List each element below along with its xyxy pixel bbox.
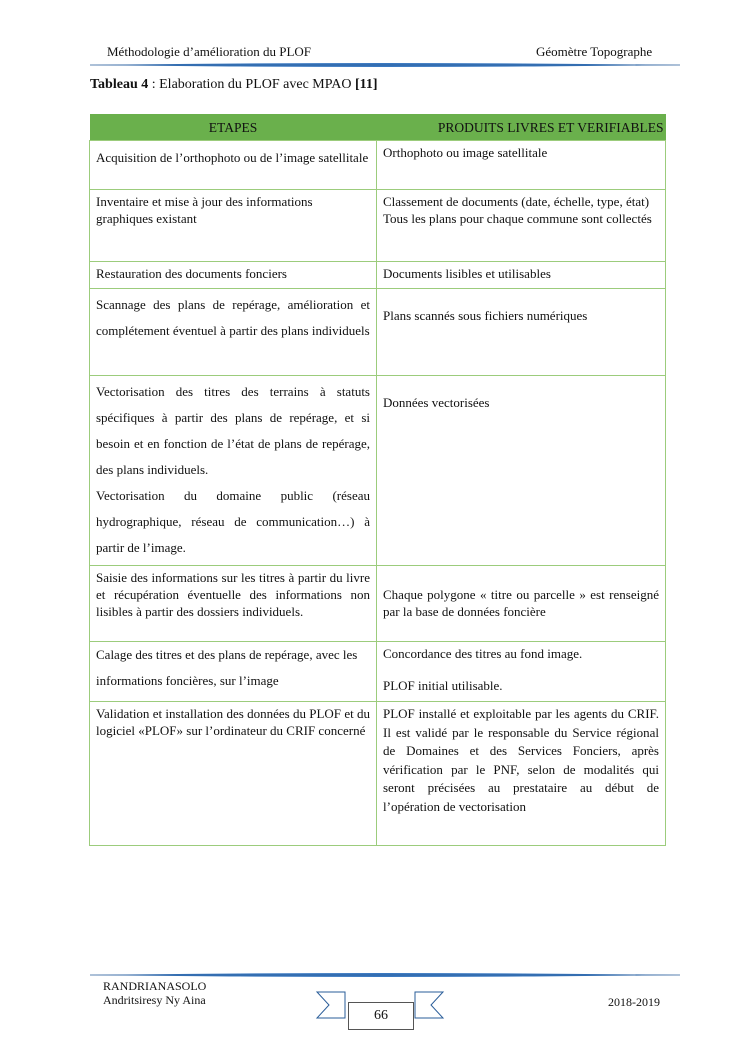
table-row xyxy=(90,141,666,190)
page-number: 66 xyxy=(348,1002,414,1030)
cell-produit xyxy=(377,190,666,262)
header-document-title: Méthodologie d’amélioration du PLOF xyxy=(107,44,312,59)
table-row xyxy=(90,702,666,846)
etape-text: Vectorisation des titres des terrains à statuts spécifiques à partir des plans de repérage, et si besoin et en fonction de l’état de plans de repérage, des plans individuels. xyxy=(96,384,370,477)
header-author-role: Géomètre Topographe xyxy=(536,44,653,59)
cell-produit xyxy=(377,141,666,190)
caption-label: Tableau 4 xyxy=(90,77,149,92)
footer-author-given-name: Andritsiresy Ny Aina xyxy=(103,993,206,1007)
column-header-produits: PRODUITS LIVRES ET VERIFIABLES xyxy=(377,114,666,141)
table-header-row xyxy=(90,114,666,141)
cell-etape xyxy=(90,376,377,566)
produit-text: Concordance des titres au fond image. xyxy=(383,646,583,661)
etape-text: Acquisition de l’orthophoto ou de l’image satellitale xyxy=(96,150,369,165)
produit-text: Classement de documents (date, échelle, type, état) xyxy=(383,194,650,209)
table-row xyxy=(90,289,666,376)
header-rule xyxy=(90,60,680,70)
etape-text: Restauration des documents fonciers xyxy=(96,266,287,281)
cell-etape xyxy=(90,190,377,262)
footer-author-surname: RANDRIANASOLO xyxy=(103,979,207,993)
cell-produit xyxy=(377,702,666,846)
plof-elaboration-table xyxy=(89,114,666,846)
table-row xyxy=(90,190,666,262)
table-row xyxy=(90,566,666,642)
etape-text: Validation et installation des données du PLOF et du logiciel «PLOF» sur l’ordinateur du CRIF concerné xyxy=(96,706,370,738)
produit-text: Chaque polygone « titre ou parcelle » est renseigné par la base de données foncière xyxy=(383,587,659,619)
etape-text: Inventaire et mise à jour des informations graphiques existant xyxy=(96,194,313,226)
cell-produit xyxy=(377,566,666,642)
table-row xyxy=(90,376,666,566)
cell-produit xyxy=(377,642,666,702)
cell-produit xyxy=(377,376,666,566)
produit-text: Plans scannés sous fichiers numériques xyxy=(383,308,588,323)
etape-text: Vectorisation du domaine public (réseau hydrographique, réseau de communication…) à partir de l’image. xyxy=(96,488,370,555)
cell-etape xyxy=(90,289,377,376)
footer-author xyxy=(103,979,206,1007)
footer-academic-year: 2018-2019 xyxy=(608,995,660,1009)
cell-etape xyxy=(90,262,377,289)
table-caption xyxy=(90,77,378,93)
column-header-etapes: ETAPES xyxy=(90,114,377,141)
cell-etape xyxy=(90,702,377,846)
cell-produit xyxy=(377,262,666,289)
caption-text: : Elaboration du PLOF avec MPAO xyxy=(148,77,355,92)
cell-etape xyxy=(90,141,377,190)
produit-text: PLOF installé et exploitable par les agents du CRIF. Il est validé par le responsable du Service régional de Domaines et des Services Fonciers, après vérification par le PNF, selon de modalités qui seront précisées au prestataire au début de l’opération de vectorisation xyxy=(383,706,659,814)
table-row xyxy=(90,642,666,702)
cell-etape xyxy=(90,642,377,702)
etape-text: Scannage des plans de repérage, amélioration et complétement éventuel à partir des plans individuels xyxy=(96,297,370,338)
produit-text: Tous les plans pour chaque commune sont collectés xyxy=(383,211,652,226)
cell-produit xyxy=(377,289,666,376)
cell-etape xyxy=(90,566,377,642)
table-row xyxy=(90,262,666,289)
produit-text: PLOF initial utilisable. xyxy=(383,678,503,693)
produit-text: Données vectorisées xyxy=(383,395,490,410)
etape-text: Saisie des informations sur les titres à partir du livre et récupération éventuelle des informations non lisibles à partir des dossiers individuels. xyxy=(96,570,370,619)
produit-text: Documents lisibles et utilisables xyxy=(383,266,551,281)
produit-text: Orthophoto ou image satellitale xyxy=(383,145,548,160)
etape-text: Calage des titres et des plans de repérage, avec les informations foncières, sur l’image xyxy=(96,647,358,688)
caption-reference: [11] xyxy=(354,77,378,92)
